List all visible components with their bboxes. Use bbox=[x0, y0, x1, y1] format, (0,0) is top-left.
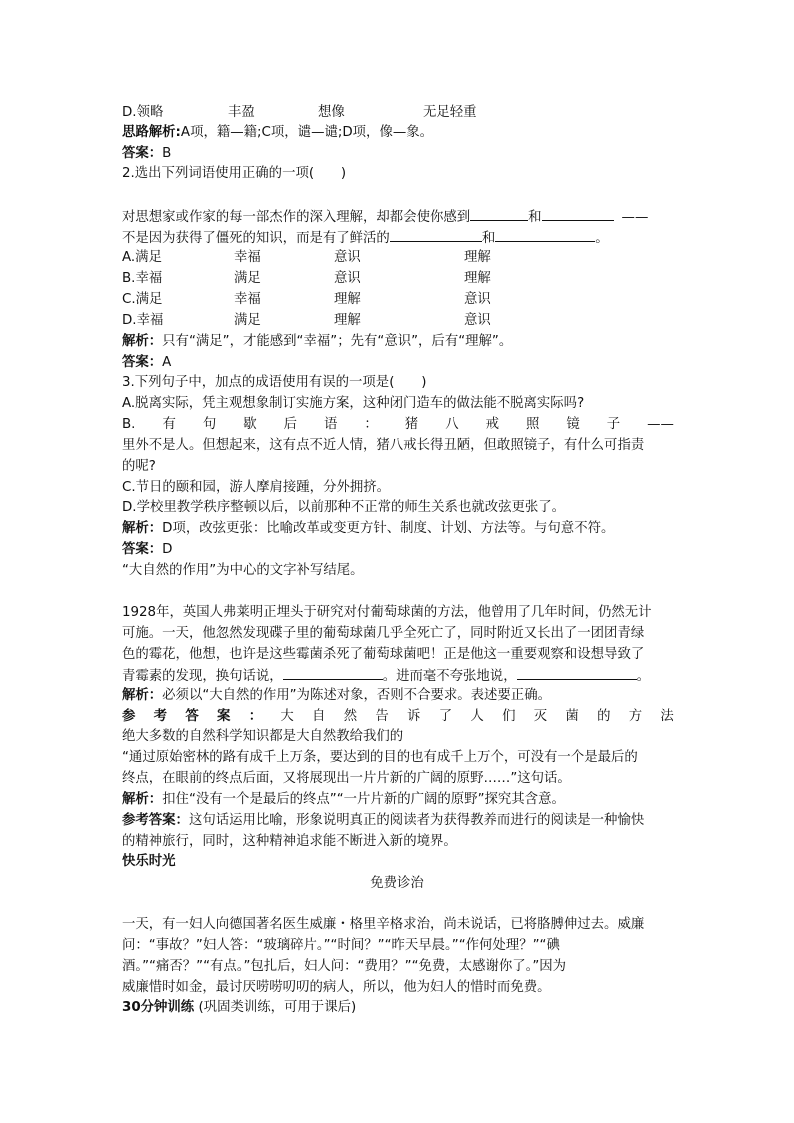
q3-option-d: D.学校里教学秩序整顿以后，以前那种不正常的师生关系也就改弦更张了。 bbox=[122, 500, 566, 515]
story-title: 免费诊治 bbox=[370, 876, 424, 891]
q3-option-a: A.脱离实际，凭主观想象制订实施方案，这种闭门造车的做法能不脱离实际吗? bbox=[122, 396, 585, 411]
q5-quote-line2: 终点，在眼前的终点后面，又将展现出一片片新的广阔的原野……”这句话。 bbox=[122, 771, 571, 786]
q2-passage-line2: 不是因为获得了僵死的知识，而是有了鲜活的 和 。 bbox=[122, 227, 674, 249]
q1-analysis: 思路解析:A项，籍—籍;C项，谴—谴;D项，像—象。 bbox=[122, 125, 434, 140]
q3-option-b-line2: 里外不是人。但想起来，这有点不近人情，猪八戒长得丑陋，但敢照镜子，有什么可指责 bbox=[122, 438, 645, 453]
q3-analysis: 解析：D项，改弦更张：比喻改革或变更方针、制度、计划、方法等。与句意不符。 bbox=[122, 521, 615, 536]
q3-stem: 3.下列句子中，加点的成语使用有误的一项是( ) bbox=[122, 375, 427, 390]
q3-option-b-line3: 的呢? bbox=[122, 459, 156, 474]
q4-stem: “大自然的作用”为中心的文字补写结尾。 bbox=[122, 563, 364, 578]
q4-passage-line3: 色的霉花，他想，也许是这些霉菌杀死了葡萄球菌吧！正是他这一重要观察和设想导致了 bbox=[122, 647, 645, 662]
q2-analysis: 解析：只有“满足”，才能感到“幸福”；先有“意识”，后有“理解”。 bbox=[122, 334, 513, 349]
document-page: D.领略 丰盈 想像 无足轻重 思路解析:A项，籍—籍;C项，谴—谴;D项，像—象。 答案：B 2.选出下列词语使用正确的一项( ) 对思想家或作家的每一部杰作的深入理解，却都会使你感到 和 —— 不是因为获得了僵死的知识，而是有了鲜活的 和 。 A.满足 幸福 意识 理解 B.幸福 满足 意识 理解 C.满足 幸福 理解 意识 D.幸福 满足 理解 意识 解析：只有“满足”，才能感到“幸福”；先有“意识”，后有“理解”。 答案：A 3.下列句子中，加点的成语使用有误的一项是( ) A.脱离实际，凭主观想象制订实施方案，这种闭门造车的做法能不脱离实际吗? B. 有 句 歇 后 语 ： 猪 八 戒 照 镜 子 —— 里外不是人。但想起来，这有点不近人情，猪八戒长得丑陋，但敢照镜子，有什么可指责 的呢? C.节日的颐和园，游人摩肩接踵，分外拥挤。 D.学校里教学秩序整顿以后，以前那种不正常的师生关系也就改弦更张了。 解析：D项，改弦更张：比喻改革或变更方针、制度、计划、方法等。与句意不符。 答案：D “大自然的作用”为中心的文字补写结尾。 1928年，英国人弗莱明正埋头于研究对付葡萄球菌的方法，他曾用了几年时间，仍然无计 可施。一天，他忽然发现碟子里的葡萄球菌几乎全死亡了，同时附近又长出了一团团青绿 色的霉花，他想，也许是这些霉菌杀死了葡萄球菌吧！正是他这一重要观察和设想导致了 青霉素的发现，换句话说， 。进而毫不夸张地说， 。 解析：必须以“大自然的作用”为陈述对象，否则不合要求。表述要正确。 参 考 答 案 ： 大 自 然 告 诉 了 人 们 灭 菌 的 方 法 绝大多数的自然科学知识都是大自然教给我们的 “通过原始密林的路有成千上万条，要达到的目的也有成千上万个，可没有一个是最后的 终点，在眼前的终点后面，又将展现出一片片新的广阔的原野……”这句话。 解析：扣住“没有一个是最后的终点”“一片片新的广阔的原野”探究其含意。 参考答案：这句话运用比喻，形象说明真正的阅读者为获得教养而进行的阅读是一种愉快 的精神旅行，同时，这种精神追求能不断进入新的境界。 快乐时光 免费诊治 一天，有一妇人向德国著名医生威廉・格里辛格求治，尚未说话，已将胳膊伸过去。威廉 问：“事故？”妇人答：“玻璃碎片。”“时间？”“昨天早晨。”“作何处理？”“碘 酒。”“痛否？”“有点。”包扎后，妇人问：“费用？”“免费，太感谢你了。”因为 威廉惜时如金，最讨厌唠唠叨叨的病人，所以，他为妇人的惜时而免费。 30分钟训练 (巩固类训练，可用于课后) bbox=[0, 0, 794, 1123]
q2-stem: 2.选出下列词语使用正确的一项( ) bbox=[122, 166, 347, 181]
q2-passage-line1: 对思想家或作家的每一部杰作的深入理解，却都会使你感到 和 —— bbox=[122, 206, 674, 228]
q5-quote-line1: “通过原始密林的路有成千上万条，要达到的目的也有成千上万个，可没有一个是最后的 bbox=[122, 750, 638, 765]
q4-reference-answer-line2: 绝大多数的自然科学知识都是大自然教给我们的 bbox=[122, 729, 404, 744]
q4-analysis: 解析：必须以“大自然的作用”为陈述对象，否则不合要求。表述要正确。 bbox=[122, 688, 551, 703]
q2-answer: 答案：A bbox=[122, 355, 172, 370]
q4-reference-answer: 参 考 答 案 ： 大 自 然 告 诉 了 人 们 灭 菌 的 方 法 bbox=[122, 709, 674, 724]
story-line3: 酒。”“痛否？”“有点。”包扎后，妇人问：“费用？”“免费，太感谢你了。”因为 bbox=[122, 959, 567, 974]
q4-passage-line4: 青霉素的发现，换句话说， 。进而毫不夸张地说， 。 bbox=[122, 665, 674, 687]
q3-answer: 答案：D bbox=[122, 542, 173, 557]
story-line1: 一天，有一妇人向德国著名医生威廉・格里辛格求治，尚未说话，已将胳膊伸过去。威廉 bbox=[122, 917, 645, 932]
story-line2: 问：“事故？”妇人答：“玻璃碎片。”“时间？”“昨天早晨。”“作何处理？”“碘 bbox=[122, 938, 560, 953]
section-heading: 快乐时光 bbox=[122, 854, 176, 869]
training-heading: 30分钟训练 (巩固类训练，可用于课后) bbox=[122, 1000, 357, 1015]
q5-reference-answer: 参考答案：这句话运用比喻，形象说明真正的阅读者为获得教养而进行的阅读是一种愉快 bbox=[122, 813, 645, 828]
q3-option-b-line1: B. 有 句 歇 后 语 ： 猪 八 戒 照 镜 子 —— bbox=[122, 417, 674, 432]
q3-option-c: C.节日的颐和园，游人摩肩接踵，分外拥挤。 bbox=[122, 480, 391, 495]
q4-passage-line2: 可施。一天，他忽然发现碟子里的葡萄球菌几乎全死亡了，同时附近又长出了一团团青绿 bbox=[122, 626, 645, 641]
q4-passage-line1: 1928年，英国人弗莱明正埋头于研究对付葡萄球菌的方法，他曾用了几年时间，仍然无计 bbox=[122, 605, 652, 620]
q1-answer: 答案：B bbox=[122, 146, 172, 161]
q5-reference-answer-line2: 的精神旅行，同时，这种精神追求能不断进入新的境界。 bbox=[122, 834, 457, 849]
q5-analysis: 解析：扣住“没有一个是最后的终点”“一片片新的广阔的原野”探究其含意。 bbox=[122, 792, 565, 807]
story-line4: 威廉惜时如金，最讨厌唠唠叨叨的病人，所以，他为妇人的惜时而免费。 bbox=[122, 980, 551, 995]
